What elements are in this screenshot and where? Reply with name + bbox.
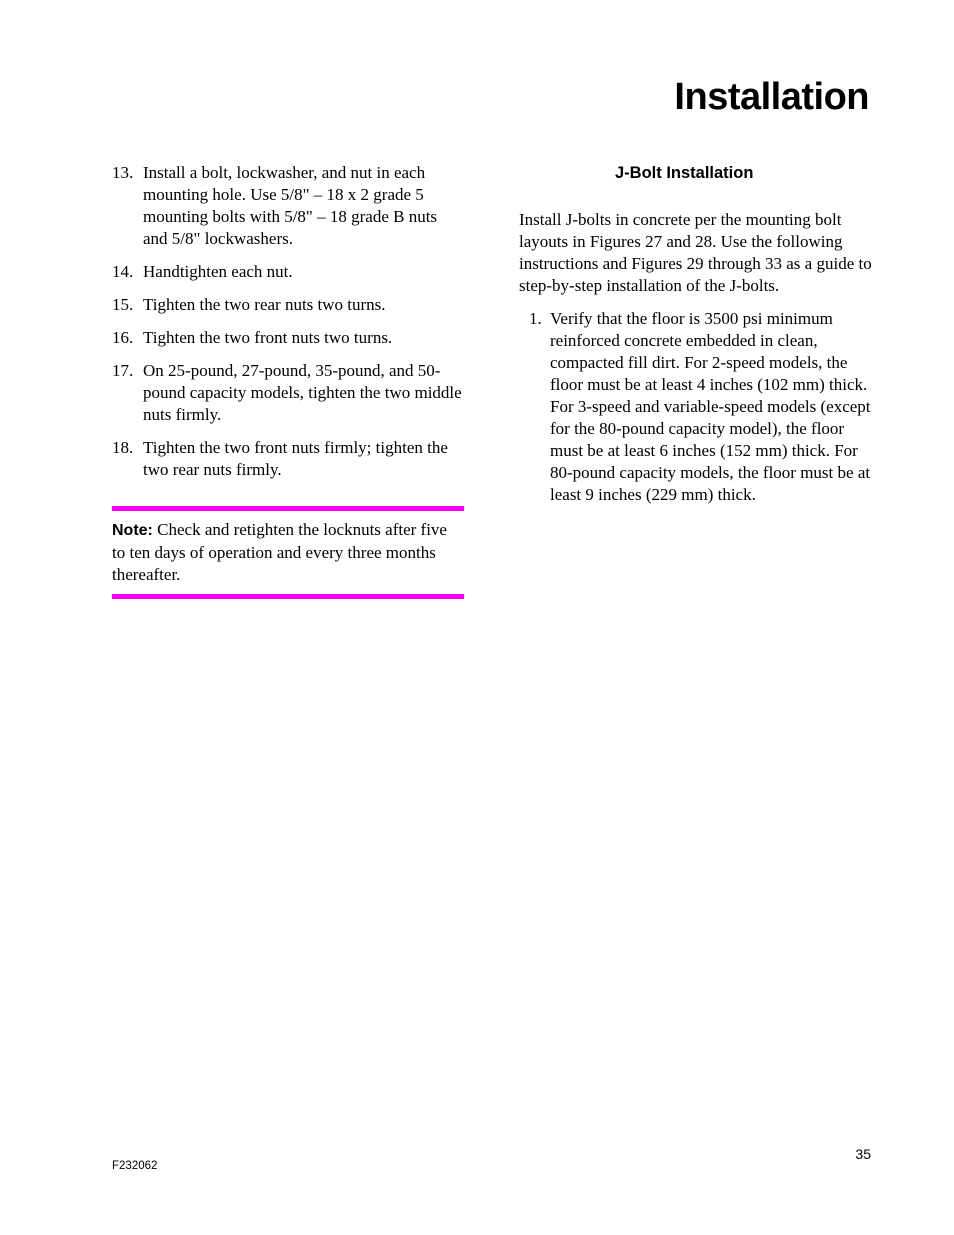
list-item (112, 294, 464, 316)
intro-paragraph: Install J-bolts in concrete per the mounting bolt layouts in Figures 27 and 28. Use the following instructions and Figures 29 through 33 as a guide to step-by-step installation of the J-bolts. (519, 210, 872, 295)
step-number: 14. (112, 262, 134, 281)
step-text: Tighten the two front nuts firmly; tighten the two rear nuts firmly. (143, 438, 448, 479)
step-number: 16. (112, 328, 134, 347)
page-title: Installation (674, 76, 869, 118)
step-text: Verify that the floor is 3500 psi minimum reinforced concrete embedded in clean, compacted fill dirt. For 2-speed models, the floor must be at least 4 inches (102 mm) thick. For 3-speed and variable-speed models (except for the 80-pound capacity model), the floor must be at least 6 inches (152 mm) thick. For 80-pound capacity models, the floor must be at least 9 inches (229 mm) thick. (550, 309, 871, 504)
step-number: 18. (112, 438, 134, 457)
step-text: Install a bolt, lockwasher, and nut in each mounting hole. Use 5/8" – 18 x 2 grade 5 mounting bolts with 5/8" – 18 grade B nuts and 5/8" lockwashers. (143, 163, 438, 248)
right-column (519, 162, 874, 506)
note-box (112, 506, 464, 599)
step-number: 13. (112, 163, 134, 182)
left-column (112, 162, 464, 492)
list-item (112, 261, 464, 283)
step-text: Tighten the two front nuts two turns. (143, 328, 393, 347)
jbolt-steps-list (519, 308, 874, 506)
step-text: On 25-pound, 27-pound, 35-pound, and 50-pound capacity models, tighten the two middle nuts firmly. (143, 361, 462, 424)
step-number: 15. (112, 295, 134, 314)
step-number: 1. (529, 309, 542, 328)
list-item (112, 360, 464, 426)
document-code: F232062 (112, 1160, 158, 1172)
note-text: Check and retighten the locknuts after five to ten days of operation and every three months thereafter. (112, 520, 447, 584)
installation-steps-list (112, 162, 464, 481)
page-number: 35 (855, 1146, 871, 1162)
step-text: Tighten the two rear nuts two turns. (143, 295, 386, 314)
list-item (112, 162, 464, 250)
note-label: Note: (112, 522, 153, 539)
list-item (112, 327, 464, 349)
list-item (112, 437, 464, 481)
list-item (529, 308, 874, 506)
step-text: Handtighten each nut. (143, 262, 293, 281)
section-heading: J-Bolt Installation (615, 164, 754, 182)
step-number: 17. (112, 361, 134, 380)
